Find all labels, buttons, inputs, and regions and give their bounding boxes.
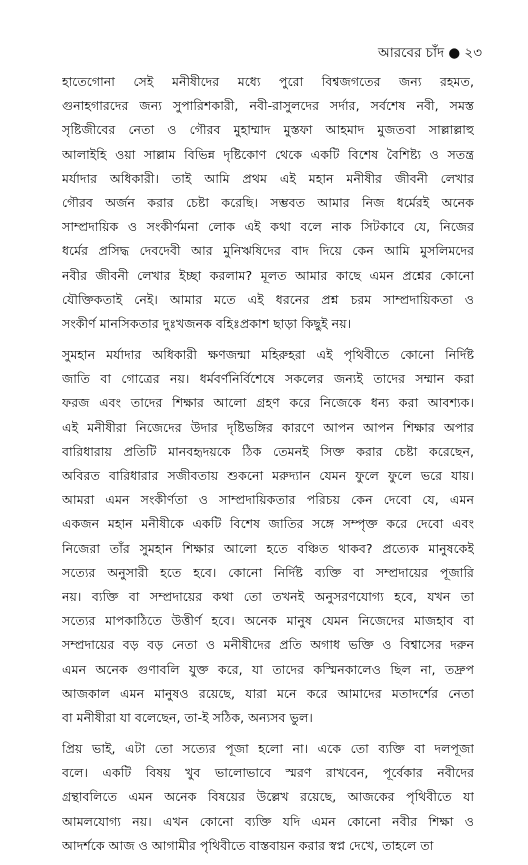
text-line: বা মনীষীরা যা বলেছেন, তা-ই সঠিক, অন্যসব ভুল। [62,709,313,725]
text-line: সংকীর্ণ মানসিকতার দুঃখজনক বহিঃপ্রকাশ ছাড়া কিছুই নয়। [62,315,352,331]
text-line: হাতেগোনা সেই মনীষীদের মধ্যে পুরো বিশ্বজগতের জন্য রহমত, [62,74,474,89]
text-line: এমন অনেক গুণাবলি যুক্ত করে, যা তাদের কস্মিনকালেও ছিল না, তদ্রুপ [62,661,474,677]
text-line: ফরজ এবং তাদের শিক্ষার আলো গ্রহণ করে নিজেকে ধন্য করা আবশ্যক। [62,395,474,411]
text-line: গ্রন্থাবলিতে এমন অনেক বিষয়ের উল্লেখ রয়েছে, আজকের পৃথিবীতে যা [62,789,474,805]
body-text [62,70,474,865]
text-line: সুমহান মর্যাদার অধিকারী ক্ষণজন্মা মহিরুহরা এই পৃথিবীতে কোনো নির্দিষ্ট [62,347,474,363]
text-line: অবিরত বারিধারার সজীবতায় শুকনো মরুদ্যান যেমন ফুলে ফুলে ভরে যায়। [62,468,474,483]
text-line: নিজেরা তাঁর সুমহান শিক্ষার আলো হতে বঞ্চিত থাকব? প্রত্যেক মানুষকেই [62,540,474,556]
text-line: আদর্শকে আজ ও আগামীর পৃথিবীতে বাস্তবায়ন করার স্বপ্ন দেখে, তাহলে তা [62,837,434,853]
text-line: আমরা এমন সংকীর্ণতা ও সাম্প্রদায়িকতার পরিচয় কেন দেবো যে, এমন [62,492,474,508]
text-line: আলাইহি ওয়া সাল্লাম বিভিন্ন দৃষ্টিকোণ থেকে একটি বিশেষ বৈশিষ্ট্য ও সতন্ত্র [62,146,474,162]
text-line: প্রিয় ভাই, এটা তো সত্যের পূজা হলো না। একে তো ব্যক্তি বা দলপূজা [62,741,474,757]
text-line: সৃষ্টিজীবের নেতা ও গৌরব মুহাম্মাদ মুস্তফা আহমাদ মুজতবা সাল্লাল্লাহু [62,122,474,138]
text-line: এই মনীষীরা নিজেদের উদার দৃষ্টিভঙ্গির কারণে আপন আপন শিক্ষার অপার [62,419,474,435]
text-line: মর্যাদার অধিকারী। তাই আমি প্রথম এই মহান মনীষীর জীবনী লেখার [62,170,474,186]
text-line: যৌক্তিকতাই নেই। আমার মতে এই ধরনের প্রশ্ন চরম সাম্প্রদায়িকতা ও [62,291,474,307]
text-line: বারিধারায় প্রতিটি মানবহৃদয়কে ঠিক তেমনই সিক্ত করার চেষ্টা করেছেন, [62,443,474,459]
text-line: আজকাল এমন মানুষও রয়েছে, যারা মনে করে আমাদের মতাদর্শের নেতা [62,685,474,701]
text-line: আমলযোগ্য নয়। এখন কোনো ব্যক্তি যদি এমন কোনো নবীর শিক্ষা ও [62,813,474,829]
text-line: গুনাহগারদের জন্য সুপারিশকারী, নবী-রাসুলদের সর্দার, সর্বশেষ নবী, সমস্ত [62,98,474,114]
running-head: আরবের চাঁদ ● ২৩ [377,45,482,61]
text-line: সাম্প্রদায়িক ও সংকীর্ণমনা লোক এই কথা বলে নাক সিটকাবে যে, নিজের [62,219,474,235]
text-line: ধর্মের প্রসিদ্ধ দেবদেবী আর মুনিঋষিদের বাদ দিয়ে কেন আমি মুসলিমদের [62,243,474,259]
paragraph [62,737,474,858]
paragraph [62,343,474,730]
text-line: সত্যের মাপকাঠিতে উত্তীর্ণ হবে। অনেক মানুষ যেমন নিজেদের মাজহাব বা [62,613,474,629]
text-line: নয়। ব্যক্তি বা সম্প্রদায়ের কথা তো তখনই অনুসরণযোগ্য হবে, যখন তা [62,588,474,604]
text-line: গৌরব অর্জন করার চেষ্টা করেছি। সম্ভবত আমার নিজ ধর্মেরই অনেক [62,194,474,210]
text-line: জাতি বা গোত্রের নয়। ধর্মবর্ণনির্বিশেষে সকলের জন্যই তাদের সম্মান করা [62,371,474,387]
text-line: সত্যের অনুসারী হতে হবে। কোনো নির্দিষ্ট ব্যক্তি বা সম্প্রদায়ের পূজারি [62,564,474,580]
text-line: নবীর জীবনী লেখার ইচ্ছা করলাম? মূলত আমার কাছে এমন প্রশ্নের কোনো [62,267,474,283]
paragraph [62,70,474,336]
text-line: সম্প্রদায়ের বড় বড় নেতা ও মনীষীদের প্রতি অগাধ ভক্তি ও বিশ্বাসের দরুন [62,637,474,653]
text-line: একজন মহান মনীষীকে একটি বিশেষ জাতির সঙ্গে সম্পৃক্ত করে দেবো এবং [62,516,474,532]
text-line: বলে। একটি বিষয় খুব ভালোভাবে স্মরণ রাখবেন, পূর্বেকার নবীদের [62,765,474,781]
